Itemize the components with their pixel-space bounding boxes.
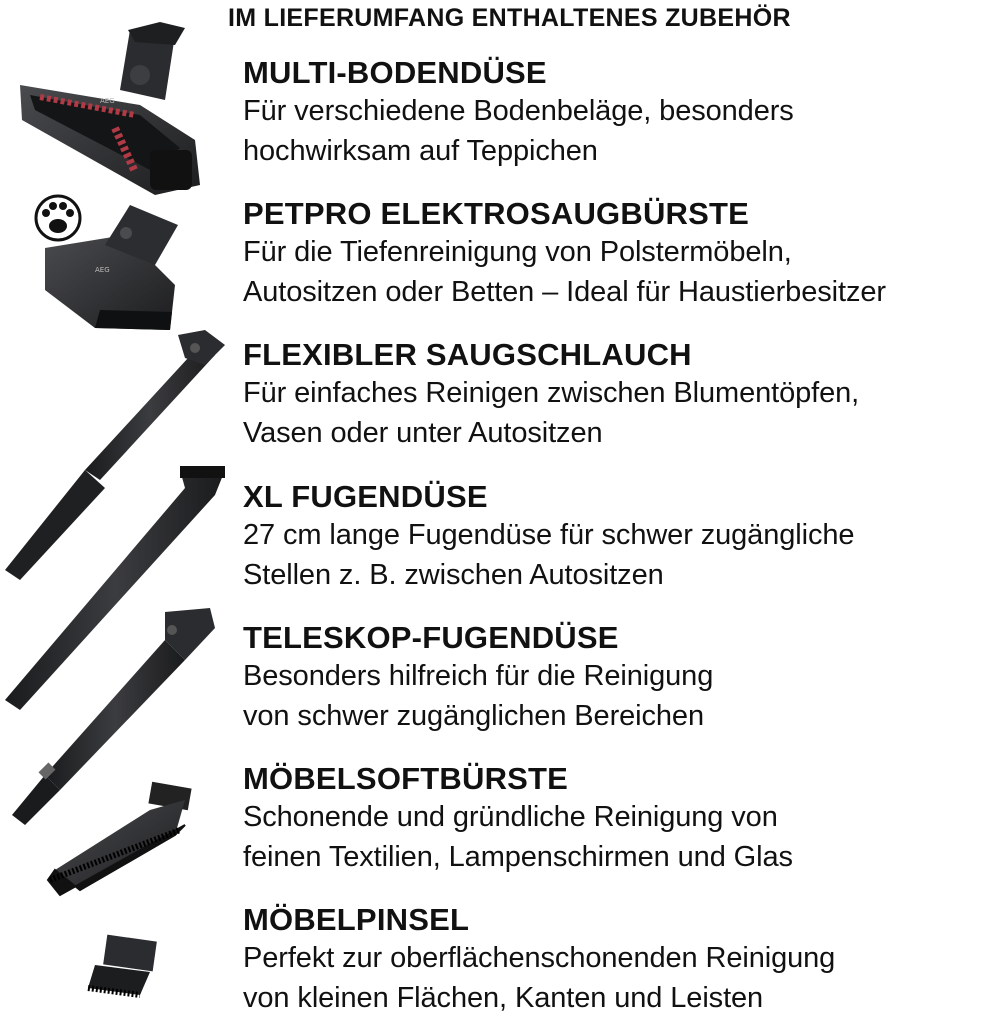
accessory-multi-floor-nozzle xyxy=(243,55,998,171)
crevice-nozzle-icon xyxy=(5,466,225,710)
accessory-description: Besonders hilfreich für die Reinigung von schwer zugänglichen Bereichen xyxy=(243,660,714,732)
accessory-title: MÖBELSOFTBÜRSTE xyxy=(243,761,569,796)
dusting-brush-icon xyxy=(88,935,157,995)
accessory-description: Perfekt zur oberflächenschonenden Reinigung von kleinen Flächen, Kanten und Leisten xyxy=(243,942,836,1014)
paw-icon xyxy=(36,196,80,240)
page-heading: IM LIEFERUMFANG ENTHALTENES ZUBEHÖR xyxy=(228,4,791,32)
accessory-petpro-brush xyxy=(243,196,998,312)
soft-brush-icon xyxy=(48,782,192,895)
accessory-telescopic-crevice-nozzle xyxy=(243,620,998,736)
flexible-hose-icon xyxy=(5,330,225,580)
accessory-title: XL FUGENDÜSE xyxy=(243,479,488,514)
accessory-description: Schonende und gründliche Reinigung von feinen Textilien, Lampenschirmen und Glas xyxy=(243,801,793,873)
accessories-illustration xyxy=(0,0,230,1020)
accessory-description: Für die Tiefenreinigung von Polstermöbeln, Autositzen oder Betten – Ideal für Haustierbesitzer xyxy=(243,236,886,308)
floor-nozzle-icon xyxy=(20,22,200,195)
accessory-description: Für einfaches Reinigen zwischen Blumentöpfen, Vasen oder unter Autositzen xyxy=(243,377,860,449)
accessory-description: 27 cm lange Fugendüse für schwer zugängliche Stellen z. B. zwischen Autositzen xyxy=(243,519,855,591)
accessory-title: MULTI-BODENDÜSE xyxy=(243,55,547,90)
accessory-title: FLEXIBLER SAUGSCHLAUCH xyxy=(243,337,692,372)
accessory-dusting-brush xyxy=(243,902,998,1018)
accessory-flexible-hose xyxy=(243,337,998,453)
accessory-title: PETPRO ELEKTROSAUGBÜRSTE xyxy=(243,196,750,231)
accessory-title: TELESKOP-FUGENDÜSE xyxy=(243,620,619,655)
accessory-title: MÖBELPINSEL xyxy=(243,902,470,937)
accessory-description: Für verschiedene Bodenbeläge, besonders hochwirksam auf Teppichen xyxy=(243,95,794,167)
brand-logo: AEG xyxy=(100,97,115,105)
accessory-soft-brush xyxy=(243,761,998,877)
accessory-xl-crevice-nozzle xyxy=(243,479,998,595)
svg-text:AEG: AEG xyxy=(95,266,110,274)
